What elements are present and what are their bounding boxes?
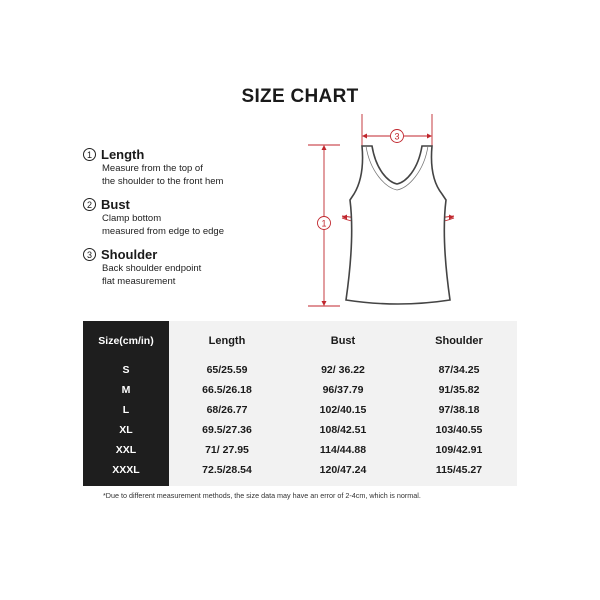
table-cell: 71/ 27.95 [205,444,249,456]
arrowhead-icon [322,301,327,306]
number-2-icon: 2 [83,198,96,211]
column-header-shoulder: Shoulder [435,334,483,347]
table-cell: 102/40.15 [319,404,367,416]
size-column [83,321,169,486]
measurement-note: *Due to different measurement methods, the size data may have an error of 2-4cm, which is normal. [103,491,421,500]
size-label: S [122,364,130,376]
table-cell: 120/47.24 [319,464,367,476]
table-cell: 72.5/28.54 [202,464,252,476]
table-cell: 91/35.82 [438,384,480,396]
legend-desc-line: measured from edge to edge [102,226,224,237]
marker-1-label: 1 [321,218,327,229]
table-cell: 92/ 36.22 [321,364,365,376]
number-1-icon: 1 [83,148,96,161]
size-label: XL [119,424,133,436]
legend-desc-line: the shoulder to the front hem [102,176,224,187]
size-label: XXL [115,444,137,456]
marker-3-label: 3 [394,131,400,142]
arrowhead-icon [362,134,367,139]
table-cell: 114/44.88 [319,444,367,456]
table-cell: 96/37.79 [322,384,364,396]
length-column [169,321,285,486]
table-cell: 66.5/26.18 [202,384,252,396]
legend-label: Length [101,147,145,162]
table-cell: 65/25.59 [206,364,248,376]
legend-item-bust [83,197,283,238]
legend-desc-line: Clamp bottom [102,213,162,224]
shoulder-column [401,321,517,486]
legend-desc-line: Measure from the top of [102,163,203,174]
table-cell: 97/38.18 [438,404,480,416]
legend-label: Bust [101,197,130,212]
table-cell: 69.5/27.36 [202,424,252,436]
column-header-size: Size(cm/in) [98,334,154,347]
legend-desc-line: Back shoulder endpoint [102,263,202,274]
bust-column [285,321,401,486]
size-label: XXXL [112,464,140,476]
number-3-icon: 3 [83,248,96,261]
table-cell: 68/26.77 [206,404,248,416]
table-cell: 115/45.27 [435,464,483,476]
legend-desc-line: flat measurement [102,276,176,287]
arrowhead-icon [427,134,432,139]
arrowhead-icon [322,145,327,150]
table-cell: 109/42.91 [435,444,483,456]
size-label: L [122,404,130,416]
column-header-length: Length [208,334,246,347]
tank-top-outline [346,146,450,304]
page-title: SIZE CHART [241,86,359,107]
measurement-legend [83,147,283,297]
column-header-bust: Bust [330,334,356,347]
table-cell: 108/42.51 [319,424,367,436]
legend-item-shoulder [83,247,283,288]
tank-top-diagram [300,112,470,312]
size-table [83,321,517,486]
table-cell: 103/40.55 [435,424,483,436]
legend-item-length [83,147,283,188]
size-label: M [121,384,131,396]
legend-label: Shoulder [101,247,158,262]
table-cell: 87/34.25 [438,364,480,376]
